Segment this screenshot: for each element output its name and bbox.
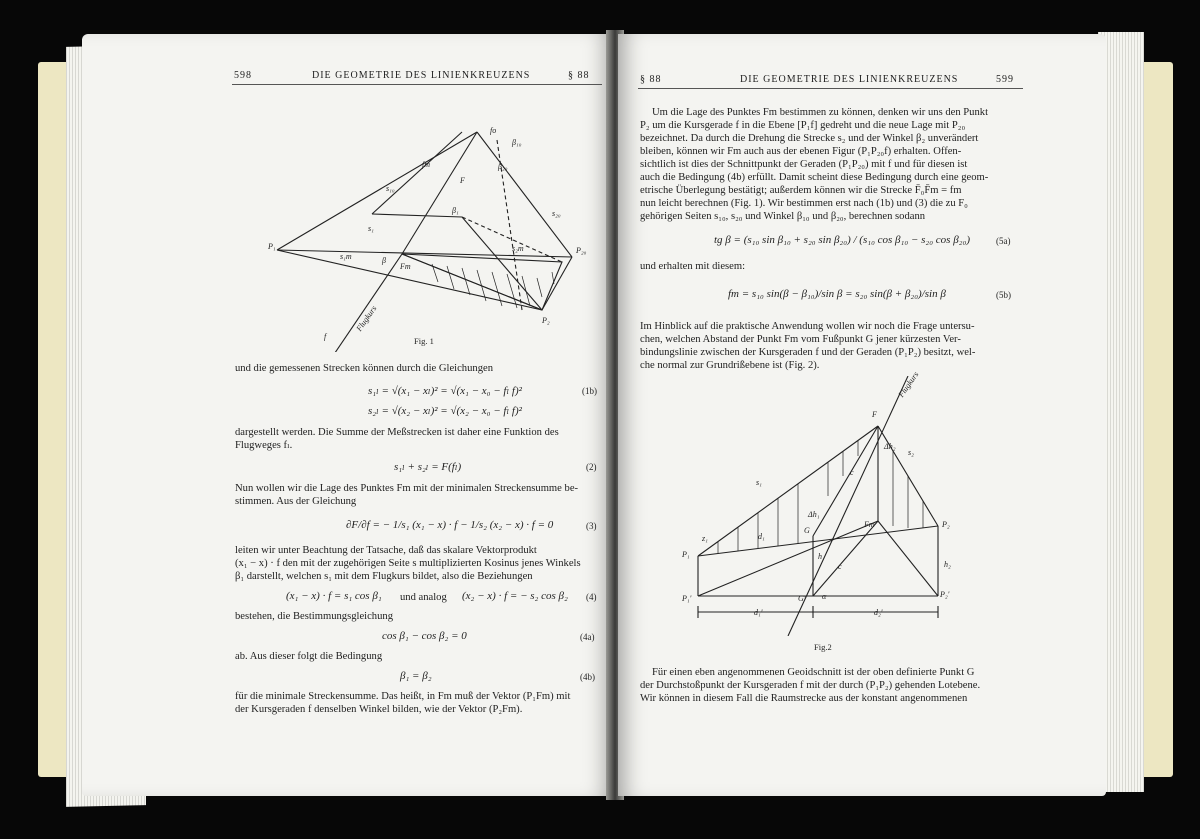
fig2-label-f: F (872, 410, 877, 419)
fig2-label-c-upper: c (850, 468, 854, 477)
fig2-label-c-lower: c (838, 562, 842, 571)
right-text-line: der Durchstoßpunkt der Kursgeraden f mit der durch (P₁P₂) gehenden Lotebene. (640, 680, 981, 691)
fig1-label-s2m: s₂m (512, 244, 524, 253)
fig2-label-h2: h₂ (944, 560, 951, 569)
equation-5a-number: (5a) (996, 236, 1011, 246)
left-header-rule (232, 84, 602, 85)
right-text-line: bezeichnet. Da durch die Drehung die Strecke s₂ und der Winkel β₂ unverändert (640, 133, 979, 144)
figure-2-diagram (678, 376, 978, 636)
fig1-line-course (402, 132, 477, 254)
right-text-line: P₂ um die Kursgerade f in die Ebene [P₁f] gedreht und die neue Lage mit P₂₀ (640, 120, 966, 131)
fig2-label-g-prime: G' (798, 594, 806, 603)
equation-3: ∂F/∂f = − 1/s₁ (x₁ − x) · f − 1/s₂ (x₂ − x) · f = 0 (346, 519, 554, 531)
fig1-line-p1p20 (277, 250, 572, 257)
right-text-line: etrische Überlegung bestätigt; außerdem können wir die Strecke F̄₀F̄m = fm (640, 185, 962, 196)
fig1-label-s10: s₁₀ (386, 184, 395, 193)
equation-4-number: (4) (586, 592, 597, 602)
equation-5b-number: (5b) (996, 290, 1011, 300)
right-text-line: Wir können in diesem Fall die Raumstrecke aus der konstant angenommenen (640, 693, 968, 704)
right-running-head: DIE GEOMETRIE DES LINIENKREUZENS (740, 74, 959, 85)
fig1-label-fm-line: fm (422, 160, 430, 169)
equation-2-number: (2) (586, 462, 597, 472)
fig2-label-alpha: α (822, 592, 827, 601)
equation-4a: cos β₁ − cos β₂ = 0 (382, 630, 467, 642)
fig2-line-p1p-fm (698, 521, 878, 596)
left-page (82, 34, 612, 796)
left-text-line: für die minimale Streckensumme. Das heißt, in Fm muß der Vektor (P₁Fm) mit (235, 691, 571, 702)
fig1-line-s10 (277, 132, 477, 250)
equation-5b: fm = s₁₀ sin(β − β₁₀)/sin β = s₂₀ sin(β + β₂₀)/sin β (728, 288, 946, 300)
equation-1b-second: s₂ₗ = √(x₂ − xₗ)² = √(x₂ − x₀ − fₗ f)² (368, 405, 522, 417)
equation-4a-number: (4a) (580, 632, 595, 642)
right-text-line: bindungslinie zwischen der Kursgeraden f und der Geraden (P₁P₂) besitzt, wel- (640, 347, 976, 358)
fig2-label-h: h (818, 552, 822, 561)
fig2-label-s1: s₁ (756, 478, 762, 487)
right-text-line: auch die Bedingung (4b) erfüllt. Damit scheint diese Bedingung durch eine geom- (640, 172, 989, 183)
left-text-line: und die gemessenen Strecken können durch die Gleichungen (235, 363, 493, 374)
fig2-label-d1: d₁ (758, 532, 765, 541)
equation-1b-first: s₁ₗ = √(x₁ − xₗ)² = √(x₁ − x₀ − fₗ f)² (368, 385, 522, 397)
fig1-line-s1 (372, 214, 462, 217)
equation-4-connector: und analog (400, 592, 447, 603)
right-header-rule (638, 88, 1023, 89)
fig1-caption: Fig. 1 (414, 336, 434, 346)
left-text-line: Flugweges fₗ. (235, 440, 293, 451)
left-page-number: 598 (234, 70, 252, 81)
fig2-label-g: G (804, 526, 810, 535)
fig2-label-z1: z₁ (702, 534, 708, 543)
right-text-line: gehörigen Seiten s₁₀, s₂₀ und Winkel β₁₀ und β₂₀, berechnen sodann (640, 211, 926, 222)
fig2-line-flugkurs (788, 376, 908, 636)
fig1-label-fo: fo (490, 126, 497, 135)
right-text-line: Für einen eben angenommenen Geoidschnitt ist der oben definierte Punkt G (652, 667, 975, 678)
left-section-mark: § 88 (568, 70, 590, 81)
fig1-label-s1: s₁ (368, 224, 374, 233)
fig2-label-p2-prime: P₂' (940, 590, 950, 599)
fig2-label-dh2: Δh₂ (884, 442, 896, 451)
right-page-number: 599 (996, 74, 1014, 85)
right-section-mark: § 88 (640, 74, 662, 85)
equation-4b-number: (4b) (580, 672, 595, 682)
left-text-line: der Kursgeraden f denselben Winkel bilden, wie der Vektor (P₂Fm). (235, 704, 523, 715)
right-text-line: sichtlich ist dies der Schnittpunkt der Geraden (P₁P₂₀) mit f und für diesen ist (640, 159, 968, 170)
equation-3-number: (3) (586, 521, 597, 531)
fig1-label-f-point: F (460, 176, 465, 185)
equation-4-second: (x₂ − x) · f = − s₂ cos β₂ (462, 590, 568, 602)
left-text-line: leiten wir unter Beachtung der Tatsache, daß das skalare Vektorprodukt (235, 545, 537, 556)
fig2-label-p2: P₂ (942, 520, 950, 529)
fig2-label-p1-prime: P₁' (682, 594, 692, 603)
right-text-line: nun leicht berechnen (Fig. 1). Wir bestimmen erst nach (1b) und (3) die zu F₀ (640, 198, 968, 209)
left-text-line: bestehen, die Bestimmungsgleichung (235, 611, 393, 622)
fig2-caption: Fig.2 (814, 642, 832, 652)
fig2-label-s2: s₂ (908, 448, 914, 457)
fig2-label-fm: Fm (864, 520, 875, 529)
fig1-label-p1: P₁ (268, 242, 276, 251)
fig1-label-s20: s₂₀ (552, 209, 561, 218)
equation-5a: tg β = (s₁₀ sin β₁₀ + s₂₀ sin β₂₀) / (s₁₀ cos β₁₀ − s₂₀ cos β₂₀) (714, 234, 970, 246)
fig1-line-f-p2 (462, 217, 542, 310)
right-page (618, 34, 1106, 796)
right-text-line: Im Hinblick auf die praktische Anwendung wollen wir noch die Frage untersu- (640, 321, 975, 332)
left-text-line: Nun wollen wir die Lage des Punktes Fm mit der minimalen Streckensumme be- (235, 483, 579, 494)
fig1-line-fm (372, 132, 462, 214)
right-text-line: chen, welchen Abstand der Punkt Fm vom Fußpunkt G jener kürzesten Ver- (640, 334, 961, 345)
left-text-line: ab. Aus dieser folgt die Bedingung (235, 651, 383, 662)
fig2-line-fm-p2p (878, 521, 938, 596)
fig1-label-f: f (324, 332, 327, 341)
fig1-label-p20: P₂₀ (576, 246, 587, 255)
left-text-line: β₁ darstellt, welchen s₁ mit dem Flugkurs bildet, also die Beziehungen (235, 571, 533, 582)
fig1-label-fm-point: Fm (400, 262, 411, 271)
equation-1b-number: (1b) (582, 386, 597, 396)
equation-4b: β₁ = β₂ (400, 670, 432, 682)
fig1-line-p2p20 (542, 257, 572, 310)
fig2-label-d2-prime: d₂' (874, 608, 883, 617)
fig1-label-p2: P₂ (542, 316, 550, 325)
left-running-head: DIE GEOMETRIE DES LINIENKREUZENS (312, 70, 531, 81)
equation-2: s₁ₗ + s₂ₗ = F(fₗ) (394, 461, 462, 473)
fig2-label-dh1: Δh₁ (808, 510, 820, 519)
fig1-label-flugkurs: Flugkurs (354, 304, 379, 333)
fig2-label-p1: P₁ (682, 550, 690, 559)
fig1-line-s20 (477, 132, 572, 257)
fig2-label-d1-prime: d₁' (754, 608, 763, 617)
left-text-line: (x₁ − x) · f den mit der zugehörigen Seite s multiplizierten Kosinus jenes Winkels (235, 558, 581, 569)
right-text-line: und erhalten mit diesem: (640, 261, 746, 272)
right-text-line: che normal zur Grundrißebene ist (Fig. 2). (640, 360, 820, 371)
fig2-line-c-lower (813, 521, 878, 596)
fig1-label-beta20: β₂₀ (498, 162, 508, 171)
fig1-label-beta: β (382, 256, 386, 265)
right-text-line: bleiben, können wir Fm auch aus der ebenen Figur (P₁P₂₀f) erhalten. Offen- (640, 146, 962, 157)
fig2-label-flugkurs: Flugkurs (896, 370, 921, 399)
equation-4-first: (x₁ − x) · f = s₁ cos β₁ (286, 590, 382, 602)
figure-1-diagram (262, 92, 602, 352)
left-text-line: dargestellt werden. Die Summe der Meßstrecken ist daher eine Funktion des (235, 427, 559, 438)
fig1-label-beta1: β₁ (452, 206, 459, 215)
right-text-line: Um die Lage des Punktes Fm bestimmen zu können, denken wir uns den Punkt (652, 107, 989, 118)
left-text-line: stimmen. Aus der Gleichung (235, 496, 357, 507)
fig1-label-s1m: s₁m (340, 252, 352, 261)
fig1-label-beta10: β₁₀ (512, 138, 522, 147)
